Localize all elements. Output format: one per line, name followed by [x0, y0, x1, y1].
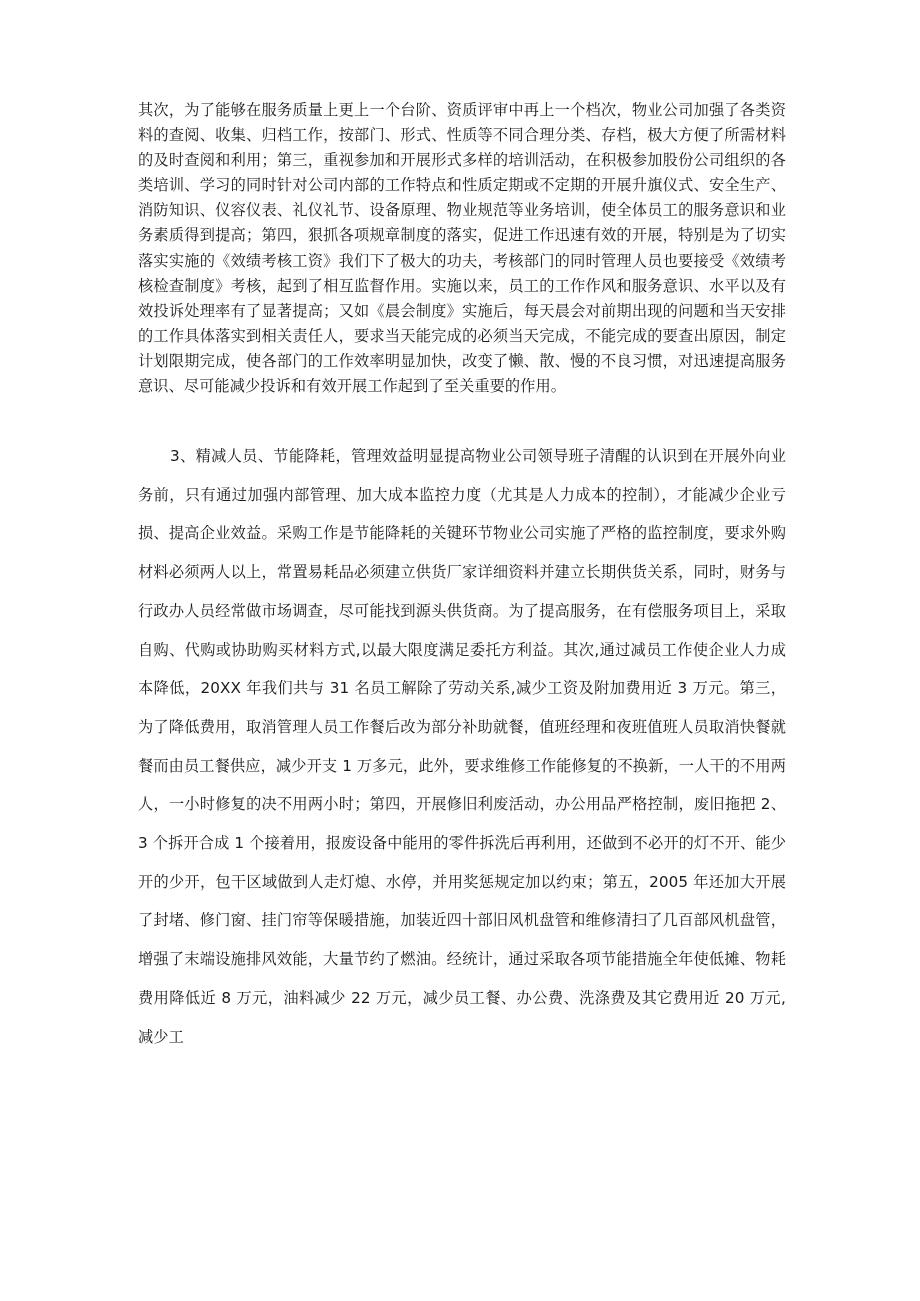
- paragraph-cost-reduction: 3、精减人员、节能降耗，管理效益明显提高物业公司领导班子清醒的认识到在开展外向业务前，只有通过加强内部管理、加大成本监控力度（尤其是人力成本的控制），才能减少企业亏损、提高企业效益。采购工作是节能降耗的关键环节物业公司实施了严格的监控制度，要求外购材料必须两人以上，常置易耗品必须建立供货厂家详细资料并建立长期供货关系，同时，财务与行政办人员经常做市场调查，尽可能找到源头供货商。为了提高服务，在有偿服务项目上，采取自购、代购或协助购买材料方式,以最大限度满足委托方利益。其次,通过减员工作使企业人力成本降低，20XX 年我们共与 31 名员工解除了劳动关系,减少工资及附加费用近 3 万元。第三，为了降低费用，取消管理人员工作餐后改为部分补助就餐，值班经理和夜班值班人员取消快餐就餐而由员工餐供应，减少开支 1 万多元，此外，要求维修工作能修复的不换新，一人干的不用两人，一小时修复的决不用两小时；第四，开展修旧利废活动，办公用品严格控制，废旧拖把 2、3 个拆开合成 1 个接着用，报废设备中能用的零件拆洗后再利用，还做到不必开的灯不开、能少开的少开，包干区域做到人走灯熄、水停，并用奖惩规定加以约束；第五，2005 年还加大开展了封堵、修门窗、挂门帘等保暖措施，加装近四十部旧风机盘管和维修清扫了几百部风机盘管，增强了末端设施排风效能，大量节约了燃油。经统计，通过采取各项节能措施全年使低摊、物耗费用降低近 8 万元，油料减少 22 万元，减少员工餐、办公费、洗涤费及其它费用近 20 万元,减少工: [138, 447, 786, 1046]
- paragraph-archives-training: 其次，为了能够在服务质量上更上一个台阶、资质评审中再上一个档次，物业公司加强了各类资料的查阅、收集、归档工作，按部门、形式、性质等不同合理分类、存档，极大方便了所需材料的及时查阅和利用；第三，重视参加和开展形式多样的培训活动，在积极参加股份公司组织的各类培训、学习的同时针对公司内部的工作特点和性质定期或不定期的开展升旗仪式、安全生产、消防知识、仪容仪表、礼仪礼节、设备原理、物业规范等业务培训，使全体员工的服务意识和业务素质得到提高；第四，狠抓各项规章制度的落实，促进工作迅速有效的开展，特别是为了切实落实实施的《效绩考核工资》我们下了极大的功夫，考核部门的同时管理人员也要接受《效绩考核检查制度》考核，起到了相互监督作用。实施以来，员工的工作作风和服务意识、水平以及有效投诉处理率有了显著提高；又如《晨会制度》实施后，每天晨会对前期出现的问题和当天安排的工作具体落实到相关责任人，要求当天能完成的必须当天完成，不能完成的要查出原因，制定计划限期完成，使各部门的工作效率明显加快，改变了懒、散、慢的不良习惯，对迅速提高服务意识、尽可能减少投诉和有效开展工作起到了至关重要的作用。: [138, 101, 786, 396]
